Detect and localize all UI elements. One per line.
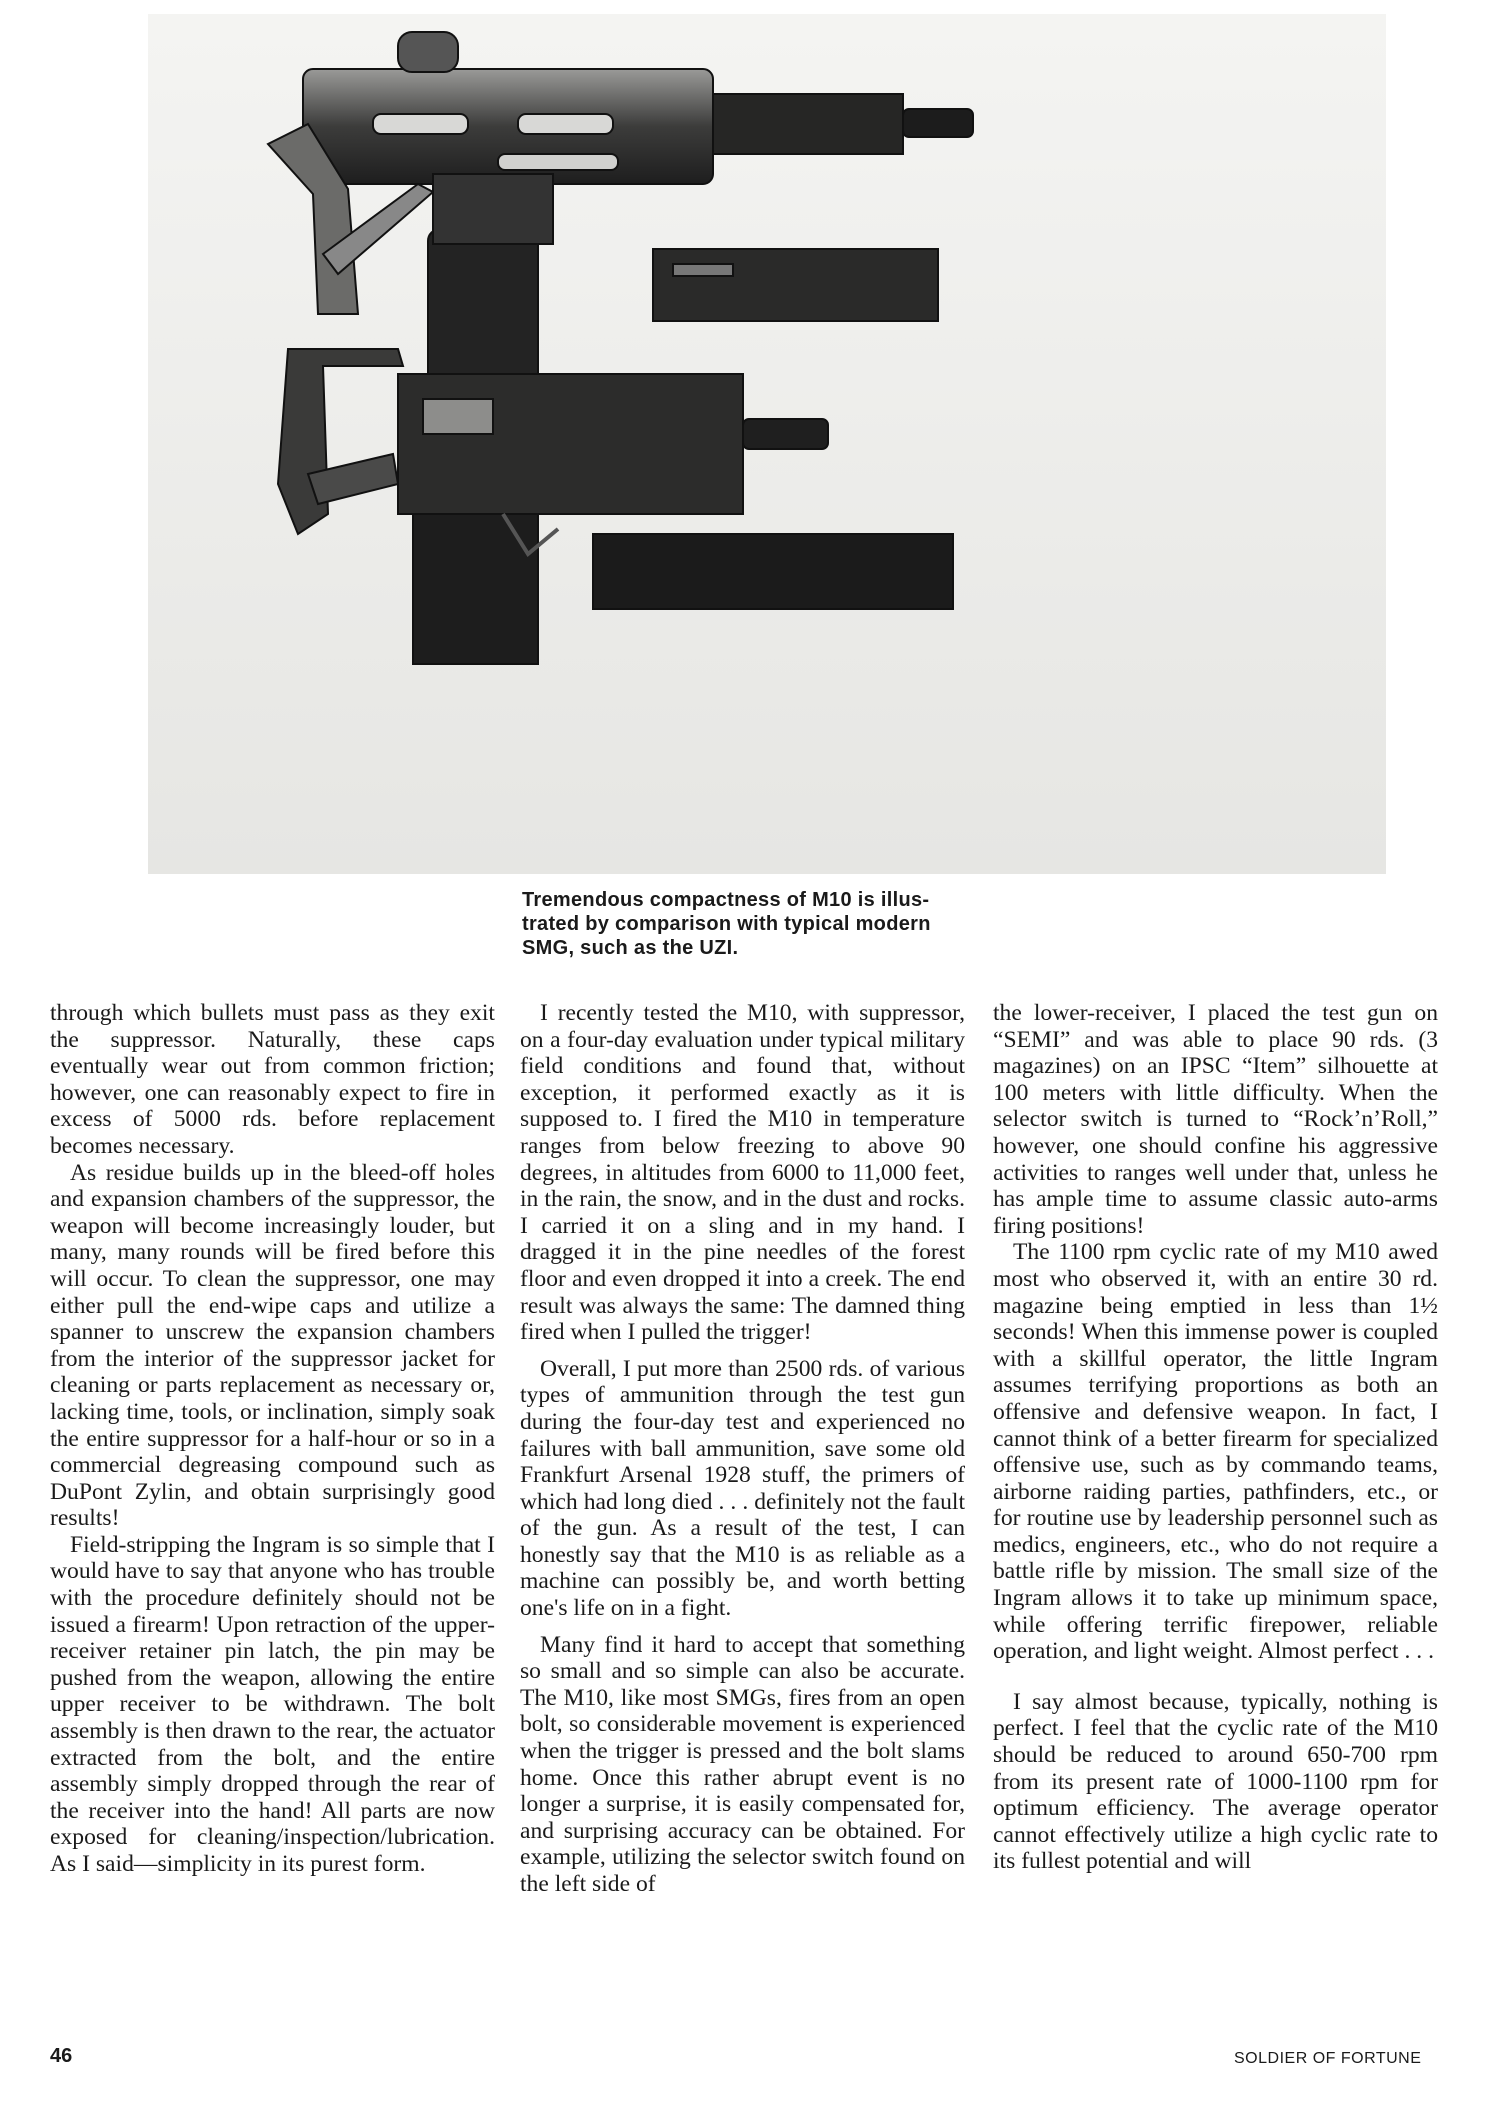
page-number: 46: [50, 2045, 73, 2067]
caption-line: SMG, such as the UZI.: [522, 937, 739, 959]
paragraph: the lower-receiver, I placed the test gun on “SEMI” and was able to place 90 rds. (3 magazines) on an IPSC “Item” silhouette at 100 meters with little difficulty. When the selector switch is turned to “Rock’n’Roll,” however, one should confine his aggressive activities to ranges well under that, unless he has ample time to assume classic auto-arms firing positions!: [993, 1000, 1438, 1239]
paragraph: I say almost because, typically, nothing is perfect. I feel that the cyclic rate of the M10 should be reduced to around 650-700 rpm from its present rate of 1000-1100 rpm for optimum efficiency. The average operator cannot effectively utilize a high cyclic rate to its fullest potential and will: [993, 1688, 1438, 1875]
paragraph: The 1100 rpm cyclic rate of my M10 awed most who observed it, with an entire 30 rd. magazine being emptied in less than 1½ seconds! When this immense power is coupled with a skillful operator, the little Ingram assumes terrifying proportions as both an offensive and defensive weapon. In fact, I cannot think of a better firearm for specialized offensive use, such as by commando teams, airborne raiding parties, pathfinders, etc., or for routine use by leadership personnel such as medics, engineers, etc., who do not require a battle rifle by mission. The small size of the Ingram allows it to take up minimum space, while offering terrific firepower, reliable operation, and light weight. Almost perfect . . .: [993, 1239, 1438, 1665]
caption-line: Tremendous compactness of M10 is illus-: [522, 889, 930, 911]
paragraph: Many find it hard to accept that something so small and so simple can also be accurate. The M10, like most SMGs, fires from an open bolt, so considerable movement is experienced when the trigger is pressed and the bolt slams home. Once this rather abrupt event is no longer a surprise, it is easily compensated for, and surprising accuracy can be obtained. For example, utilizing the selector switch found on the left side of: [520, 1631, 965, 1897]
magazine-name: SOLDIER OF FORTUNE: [1234, 2050, 1422, 2067]
paragraph: Field-stripping the Ingram is so simple that I would have to say that anyone who has trouble with the procedure definitely should not be issued a firearm! Upon retraction of the upper-receiver retainer pin latch, the pin may be pushed from the weapon, allowing the entire upper receiver to be withdrawn. The bolt assembly is then drawn to the rear, the actuator extracted from the bolt, and the entire assembly simply dropped through the rear of the receiver into the hand! All parts are now exposed for cleaning/inspection/lubrication. As I said—simplicity in its purest form.: [50, 1531, 495, 1877]
paragraph: through which bullets must pass as they exit the suppressor. Naturally, these caps eventually wear out from common friction; however, one can reasonably expect to fire in excess of 5000 rds. before replacement becomes necessary.: [50, 1000, 495, 1159]
paragraph: As residue builds up in the bleed-off holes and expansion chambers of the suppressor, the weapon will become increasingly louder, but many, many rounds will be fired before this will occur. To clean the suppressor, one may either pull the end-wipe caps and utilize a spanner to unscrew the expansion chambers from the interior of the suppressor jacket for cleaning or parts replacement as necessary or, lacking time, tools, or inclination, simply soak the entire suppressor for a half-hour or so in a commercial degreasing compound such as DuPont Zylin, and obtain surprisingly good results!: [50, 1159, 495, 1532]
article-column-3: [993, 1000, 1438, 1875]
paragraph: Overall, I put more than 2500 rds. of various types of ammunition through the test gun during the four-day test and experienced no failures with ball ammunition, save some old Frankfurt Arsenal 1928 stuff, the primers of which had long died . . . definitely not the fault of the gun. As a result of the test, I can honestly say that the M10 is as reliable as a machine can possibly be, and worth betting one's life on in a fight.: [520, 1355, 965, 1622]
article-column-2: [520, 1000, 965, 1898]
weapons-photo: [148, 14, 1386, 874]
caption-line: trated by comparison with typical modern: [522, 913, 931, 935]
paragraph: I recently tested the M10, with suppressor, on a four-day evaluation under typical military field conditions and found that, without exception, it performed exactly as it is supposed to. I fired the M10 in temperature ranges from below freezing to above 90 degrees, in altitudes from 6000 to 11,000 feet, in the rain, the snow, and in the dust and rocks. I carried it on a sling and in my hand. I dragged it in the pine needles of the forest floor and even dropped it into a creek. The end result was always the same: The damned thing fired when I pulled the trigger!: [520, 1000, 965, 1346]
article-column-1: [50, 1000, 495, 1878]
photo-caption: [522, 888, 982, 960]
